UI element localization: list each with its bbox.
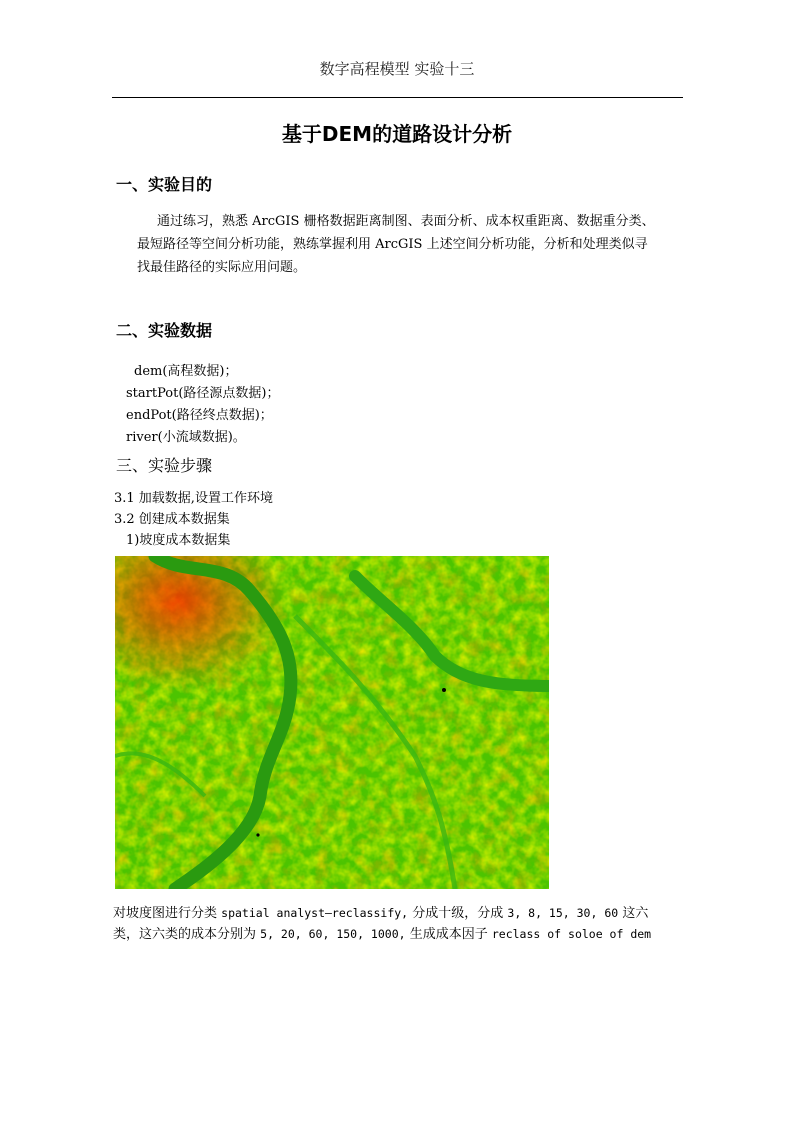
map-red-texture [115,556,549,889]
caption-line1-suffix: 这六 [622,906,649,921]
section-heading-purpose: 一、实验目的 [116,175,213,194]
caption-line2-prefix: 类，这六类的成本分别为 [113,927,257,942]
caption-line1-code: spatial analyst—reclassify, [221,906,409,920]
purpose-line-2: 最短路径等空间分析功能，熟练掌握利用 ArcGIS 上述空间分析功能，分析和处理类似寻 [137,237,648,252]
step-3-1: 3.1 加载数据,设置工作环境 [114,491,273,506]
section-heading-data: 二、实验数据 [116,321,213,340]
step-slope-cost: 1)坡度成本数据集 [126,533,231,548]
header-divider [112,97,683,98]
data-item-river: river(小流域数据)。 [126,430,246,445]
page-header: 数字高程模型 实验十三 [319,60,475,78]
step-3-2: 3.2 创建成本数据集 [114,512,230,527]
document-title: 基于DEM的道路设计分析 [281,122,513,146]
caption-line2-mid: 生成成本因子 [409,927,488,942]
caption-line-1 [113,902,648,921]
map-point-start [442,688,446,692]
data-item-dem: dem(高程数据)； [134,364,238,379]
caption-line1-prefix: 对坡度图进行分类 [113,906,218,921]
purpose-line-3: 找最佳路径的实际应用问题。 [137,260,307,275]
caption-line1-nums: 3, 8, 15, 30, 60 [507,906,619,920]
section-heading-steps: 三、实验步骤 [116,456,213,475]
caption-line1-mid: 分成十级，分成 [412,906,504,921]
slope-map-image [115,556,549,889]
caption-line-2 [113,923,651,942]
data-item-endpot: endPot(路径终点数据)； [126,408,273,423]
purpose-line-1: 通过练习，熟悉 ArcGIS 栅格数据距离制图、表面分析、成本权重距离、数据重分类、 [157,214,655,229]
data-item-startpot: startPot(路径源点数据)； [126,386,280,401]
map-point-end [256,833,259,836]
caption-line2-code: reclass of soloe of dem [491,927,652,941]
caption-line2-nums: 5, 20, 60, 150, 1000, [260,927,406,941]
